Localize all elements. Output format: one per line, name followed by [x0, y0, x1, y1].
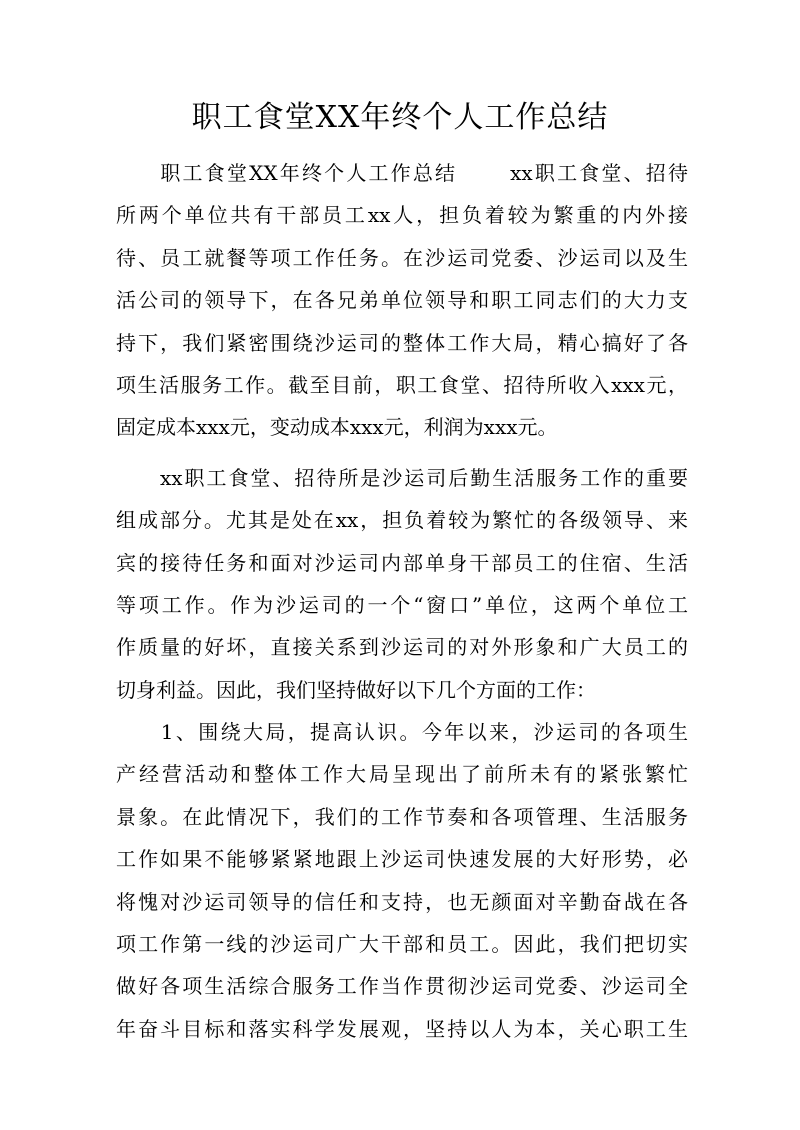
paragraph-spacer — [116, 449, 688, 457]
body-line: 持下，我们紧密围绕沙运司的整体工作大局，精心搞好了各 — [116, 330, 688, 355]
body-line: 做好各项生活综合服务工作当作贯彻沙运司党委、沙运司全 — [116, 974, 688, 999]
body-line: 组成部分。尤其是处在xx，担负着较为繁忙的各级领导、来 — [116, 508, 688, 533]
document-body — [116, 152, 688, 1050]
body-line: 待、员工就餐等项工作任务。在沙运司党委、沙运司以及生 — [116, 245, 688, 270]
body-line: 产经营活动和整体工作大局呈现出了前所未有的紧张繁忙 — [116, 762, 688, 787]
body-line: 作质量的好坏，直接关系到沙运司的对外形象和广大员工的 — [116, 635, 688, 660]
body-line: 宾的接待任务和面对沙运司内部单身干部员工的住宿、生活 — [116, 550, 688, 575]
body-line: 工作如果不能够紧紧地跟上沙运司快速发展的大好形势，必 — [116, 847, 688, 872]
body-line: 项生活服务工作。截至目前，职工食堂、招待所收入xxx元， — [116, 372, 688, 397]
body-line: 年奋斗目标和落实科学发展观，坚持以人为本，关心职工生 — [116, 1016, 688, 1041]
body-line: 职工食堂XX年终个人工作总结 xx职工食堂、招待 — [116, 161, 688, 185]
body-line-last: 切身利益。因此，我们坚持做好以下几个方面的工作： — [116, 677, 596, 702]
document-title: 职工食堂XX年终个人工作总结 — [191, 100, 609, 135]
body-line: 等项工作。作为沙运司的一个“窗口”单位，这两个单位工 — [116, 592, 688, 617]
body-line: 景象。在此情况下，我们的工作节奏和各项管理、生活服务 — [116, 804, 688, 829]
body-line: 将愧对沙运司领导的信任和支持，也无颜面对辛勤奋战在各 — [116, 889, 688, 914]
body-line: 1、围绕大局，提高认识。今年以来，沙运司的各项生 — [116, 720, 688, 745]
body-line: 所两个单位共有干部员工xx人，担负着较为繁重的内外接 — [116, 203, 688, 228]
body-line: xx职工食堂、招待所是沙运司后勤生活服务工作的重要 — [116, 465, 688, 490]
body-line: 项工作第一线的沙运司广大干部和员工。因此，我们把切实 — [116, 932, 688, 957]
body-line-last: 固定成本xxx元，变动成本xxx元，利润为xxx元。 — [116, 415, 558, 440]
body-line: 活公司的领导下，在各兄弟单位领导和职工同志们的大力支 — [116, 288, 688, 313]
